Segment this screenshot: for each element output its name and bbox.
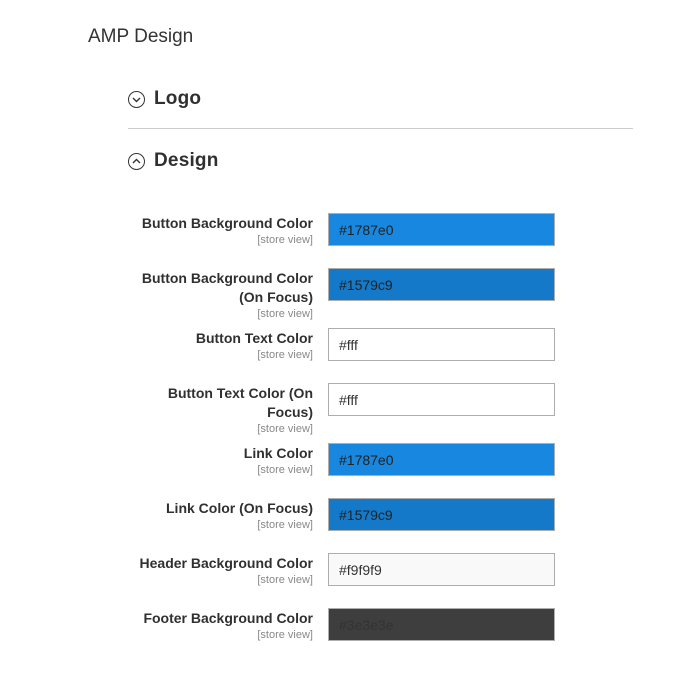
field-label bbox=[128, 269, 313, 321]
field-label bbox=[128, 214, 313, 247]
field-label-text: Link Color (On Focus) bbox=[166, 500, 313, 516]
scope-label: [store view] bbox=[257, 464, 313, 476]
field-label-text: Footer Background Color bbox=[143, 610, 313, 626]
scope-label: [store view] bbox=[257, 519, 313, 531]
link-color-input[interactable] bbox=[328, 443, 555, 476]
field-label bbox=[128, 384, 313, 436]
field-label bbox=[128, 609, 313, 642]
chevron-down-icon bbox=[128, 91, 145, 108]
field-label-text: Button Background Color bbox=[141, 215, 313, 231]
link-focus-color-input[interactable] bbox=[328, 498, 555, 531]
field-label bbox=[128, 444, 313, 477]
scope-label: [store view] bbox=[257, 574, 313, 586]
scope-label: [store view] bbox=[257, 423, 313, 435]
field-label-text: Button Text Color (On Focus) bbox=[167, 385, 313, 420]
header-bg-color-input[interactable] bbox=[328, 553, 555, 586]
section-design-label: Design bbox=[154, 150, 219, 171]
footer-bg-color-input[interactable] bbox=[328, 608, 555, 641]
page-title: AMP Design bbox=[88, 26, 194, 47]
field-label bbox=[128, 554, 313, 587]
section-logo-label: Logo bbox=[154, 88, 202, 109]
scope-label: [store view] bbox=[257, 629, 313, 641]
field-label-text: Header Background Color bbox=[139, 555, 313, 571]
field-label-text: Link Color bbox=[243, 445, 313, 461]
section-logo-toggle[interactable] bbox=[128, 88, 201, 110]
button-bg-focus-color-input[interactable] bbox=[328, 268, 555, 301]
section-design-toggle[interactable] bbox=[128, 150, 219, 172]
field-label-text: Button Text Color bbox=[195, 330, 313, 346]
scope-label: [store view] bbox=[257, 349, 313, 361]
button-bg-color-input[interactable] bbox=[328, 213, 555, 246]
field-label-text: Button Background Color (On Focus) bbox=[141, 270, 313, 305]
chevron-up-icon bbox=[128, 153, 145, 170]
section-divider bbox=[128, 128, 633, 129]
field-label bbox=[128, 499, 313, 532]
button-text-color-input[interactable] bbox=[328, 328, 555, 361]
scope-label: [store view] bbox=[257, 308, 313, 320]
field-label bbox=[128, 329, 313, 362]
scope-label: [store view] bbox=[257, 234, 313, 246]
button-text-focus-color-input[interactable] bbox=[328, 383, 555, 416]
